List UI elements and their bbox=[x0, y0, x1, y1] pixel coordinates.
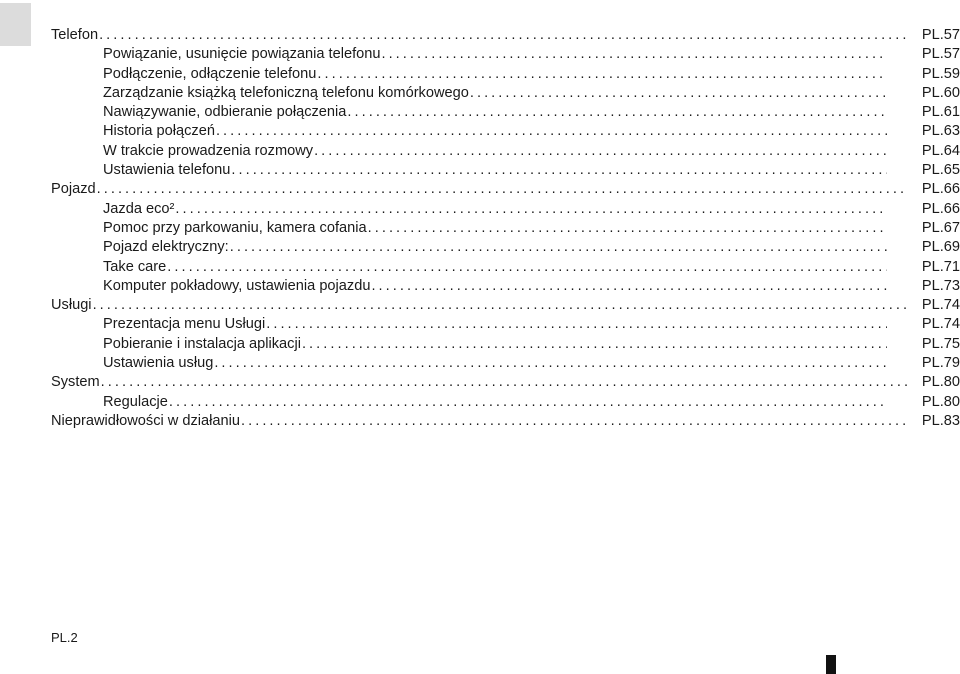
toc-entry-page: PL.80 bbox=[921, 393, 960, 410]
toc-entry-page: PL.79 bbox=[921, 355, 960, 372]
toc-dot-leader bbox=[470, 84, 887, 103]
toc-entry[interactable] bbox=[51, 412, 960, 431]
toc-entry-title: Powiązanie, usunięcie powiązania telefonu bbox=[103, 46, 381, 63]
toc-entry[interactable] bbox=[51, 26, 960, 45]
toc-entry-title: Nieprawidłowości w działaniu bbox=[51, 412, 240, 429]
toc-entry-title: Telefon bbox=[51, 27, 99, 43]
toc-entry-title: Regulacje bbox=[103, 393, 168, 410]
toc-entry-title: W trakcie prowadzenia rozmowy bbox=[103, 142, 314, 159]
toc-dot-leader bbox=[266, 315, 887, 334]
toc-entry-title: Pojazd elektryczny: bbox=[103, 239, 229, 256]
toc-entry-title: Pojazd bbox=[51, 181, 96, 198]
toc-entry-page: PL.74 bbox=[921, 316, 960, 333]
toc-subentry[interactable] bbox=[51, 200, 960, 219]
toc-subentry[interactable] bbox=[51, 161, 960, 180]
toc-dot-leader bbox=[216, 122, 887, 141]
toc-subentry[interactable] bbox=[51, 122, 960, 141]
toc-subentry[interactable] bbox=[51, 315, 960, 334]
toc-subentry[interactable] bbox=[51, 65, 960, 84]
toc-subentry[interactable] bbox=[51, 219, 960, 238]
toc-dot-leader bbox=[347, 103, 887, 122]
corner-tab-marker bbox=[0, 3, 31, 46]
toc-entry-title: Jazda eco² bbox=[103, 200, 175, 217]
toc-entry[interactable] bbox=[51, 373, 960, 392]
toc-entry-title: Pomoc przy parkowaniu, kamera cofania bbox=[103, 219, 367, 236]
toc-dot-leader bbox=[302, 335, 887, 354]
toc-entry-title: Ustawienia usług bbox=[103, 355, 214, 372]
toc-dot-leader bbox=[371, 277, 887, 296]
toc-entry-title: Nawiązywanie, odbieranie połączenia bbox=[103, 104, 347, 121]
table-of-contents bbox=[51, 26, 960, 431]
toc-subentry[interactable] bbox=[51, 277, 960, 296]
toc-entry-page: PL.67 bbox=[921, 219, 960, 236]
toc-entry-page: PL.57 bbox=[921, 46, 960, 63]
toc-dot-leader bbox=[314, 142, 887, 161]
toc-subentry[interactable] bbox=[51, 45, 960, 64]
toc-dot-leader bbox=[175, 200, 887, 219]
toc-dot-leader bbox=[99, 26, 908, 45]
toc-entry-title: System bbox=[51, 374, 100, 391]
toc-entry[interactable] bbox=[51, 180, 960, 199]
toc-entry-page: PL.66 bbox=[921, 181, 960, 198]
toc-entry-page: PL.61 bbox=[921, 104, 960, 121]
toc-subentry[interactable] bbox=[51, 354, 960, 373]
toc-subentry[interactable] bbox=[51, 393, 960, 412]
toc-subentry[interactable] bbox=[51, 103, 960, 122]
toc-entry-page: PL.59 bbox=[921, 65, 960, 82]
toc-dot-leader bbox=[101, 373, 908, 392]
toc-entry-page: PL.83 bbox=[921, 412, 960, 429]
toc-entry-page: PL.65 bbox=[921, 162, 960, 179]
toc-subentry[interactable] bbox=[51, 142, 960, 161]
toc-entry-page: PL.75 bbox=[921, 335, 960, 352]
print-mark bbox=[826, 655, 836, 674]
toc-entry-title: Take care bbox=[103, 258, 167, 275]
toc-dot-leader bbox=[167, 258, 887, 277]
toc-entry-title: Zarządzanie książką telefoniczną telefonu komórkowego bbox=[103, 84, 469, 101]
toc-entry-title: Prezentacja menu Usługi bbox=[103, 316, 266, 333]
toc-entry-page: PL.57 bbox=[921, 27, 960, 43]
toc-entry-page: PL.71 bbox=[921, 258, 960, 275]
toc-entry-page: PL.60 bbox=[921, 84, 960, 101]
toc-entry-page: PL.69 bbox=[921, 239, 960, 256]
toc-subentry[interactable] bbox=[51, 258, 960, 277]
toc-dot-leader bbox=[97, 180, 908, 199]
toc-dot-leader bbox=[241, 412, 908, 431]
toc-entry-title: Ustawienia telefonu bbox=[103, 162, 231, 179]
toc-entry-title: Pobieranie i instalacja aplikacji bbox=[103, 335, 301, 352]
toc-entry-page: PL.80 bbox=[921, 374, 960, 391]
toc-subentry[interactable] bbox=[51, 84, 960, 103]
toc-entry-page: PL.74 bbox=[921, 297, 960, 314]
toc-dot-leader bbox=[368, 219, 887, 238]
toc-dot-leader bbox=[93, 296, 908, 315]
toc-dot-leader bbox=[169, 393, 887, 412]
toc-entry[interactable] bbox=[51, 296, 960, 315]
toc-dot-leader bbox=[381, 45, 887, 64]
toc-subentry[interactable] bbox=[51, 238, 960, 257]
toc-entry-page: PL.63 bbox=[921, 123, 960, 140]
toc-dot-leader bbox=[230, 238, 887, 257]
toc-dot-leader bbox=[317, 65, 887, 84]
toc-dot-leader bbox=[231, 161, 887, 180]
toc-entry-page: PL.64 bbox=[921, 142, 960, 159]
toc-entry-title: Usługi bbox=[51, 297, 92, 314]
toc-dot-leader bbox=[214, 354, 887, 373]
toc-entry-page: PL.73 bbox=[921, 277, 960, 294]
toc-entry-title: Podłączenie, odłączenie telefonu bbox=[103, 65, 317, 82]
toc-subentry[interactable] bbox=[51, 335, 960, 354]
toc-entry-title: Komputer pokładowy, ustawienia pojazdu bbox=[103, 277, 371, 294]
toc-entry-page: PL.66 bbox=[921, 200, 960, 217]
toc-entry-title: Historia połączeń bbox=[103, 123, 215, 140]
page-number: PL.2 bbox=[51, 630, 78, 645]
